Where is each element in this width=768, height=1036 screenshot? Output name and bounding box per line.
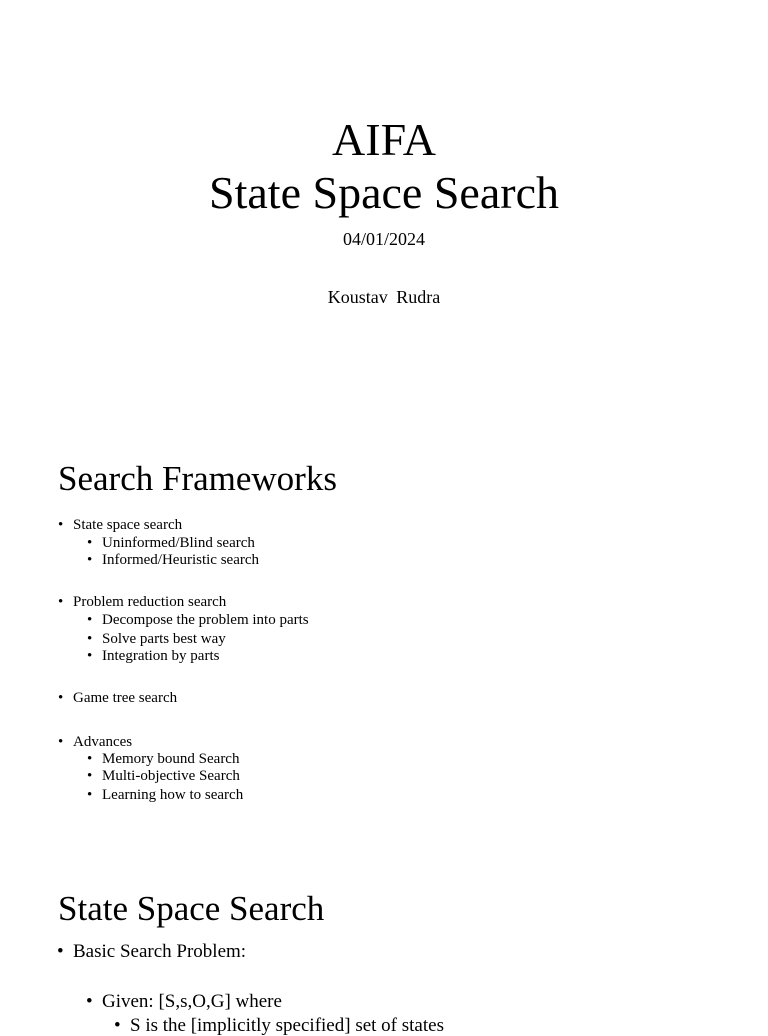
framework-subitem: • Decompose the problem into parts: [102, 613, 309, 628]
framework-subitem: • Uninformed/Blind search: [102, 536, 255, 551]
state-space-bullet: • Basic Search Problem:: [73, 942, 246, 961]
framework-item: • Game tree search: [73, 691, 177, 706]
state-space-search-heading: State Space Search: [58, 889, 325, 928]
framework-subitem: • Multi-objective Search: [102, 769, 240, 784]
framework-item: • Problem reduction search: [73, 595, 226, 610]
search-frameworks-heading: Search Frameworks: [58, 459, 337, 498]
framework-item: • Advances: [73, 735, 132, 750]
presentation-date: 04/01/2024: [342, 229, 425, 249]
presentation-author: Koustav Rudra: [327, 287, 441, 307]
presentation-title: AIFA: [332, 114, 436, 165]
presentation-subtitle: State Space Search: [209, 167, 559, 218]
framework-subitem: • Integration by parts: [102, 649, 219, 664]
title-slide: [0, 0, 768, 400]
state-space-subsubbullet: • S is the [implicitly specified] set of states: [130, 1016, 444, 1035]
framework-subitem: • Solve parts best way: [102, 632, 226, 647]
framework-subitem: • Learning how to search: [102, 788, 243, 803]
framework-item: • State space search: [73, 518, 182, 533]
framework-subitem: • Memory bound Search: [102, 752, 239, 767]
framework-subitem: • Informed/Heuristic search: [102, 553, 259, 568]
state-space-subbullet: • Given: [S,s,O,G] where: [102, 992, 282, 1011]
